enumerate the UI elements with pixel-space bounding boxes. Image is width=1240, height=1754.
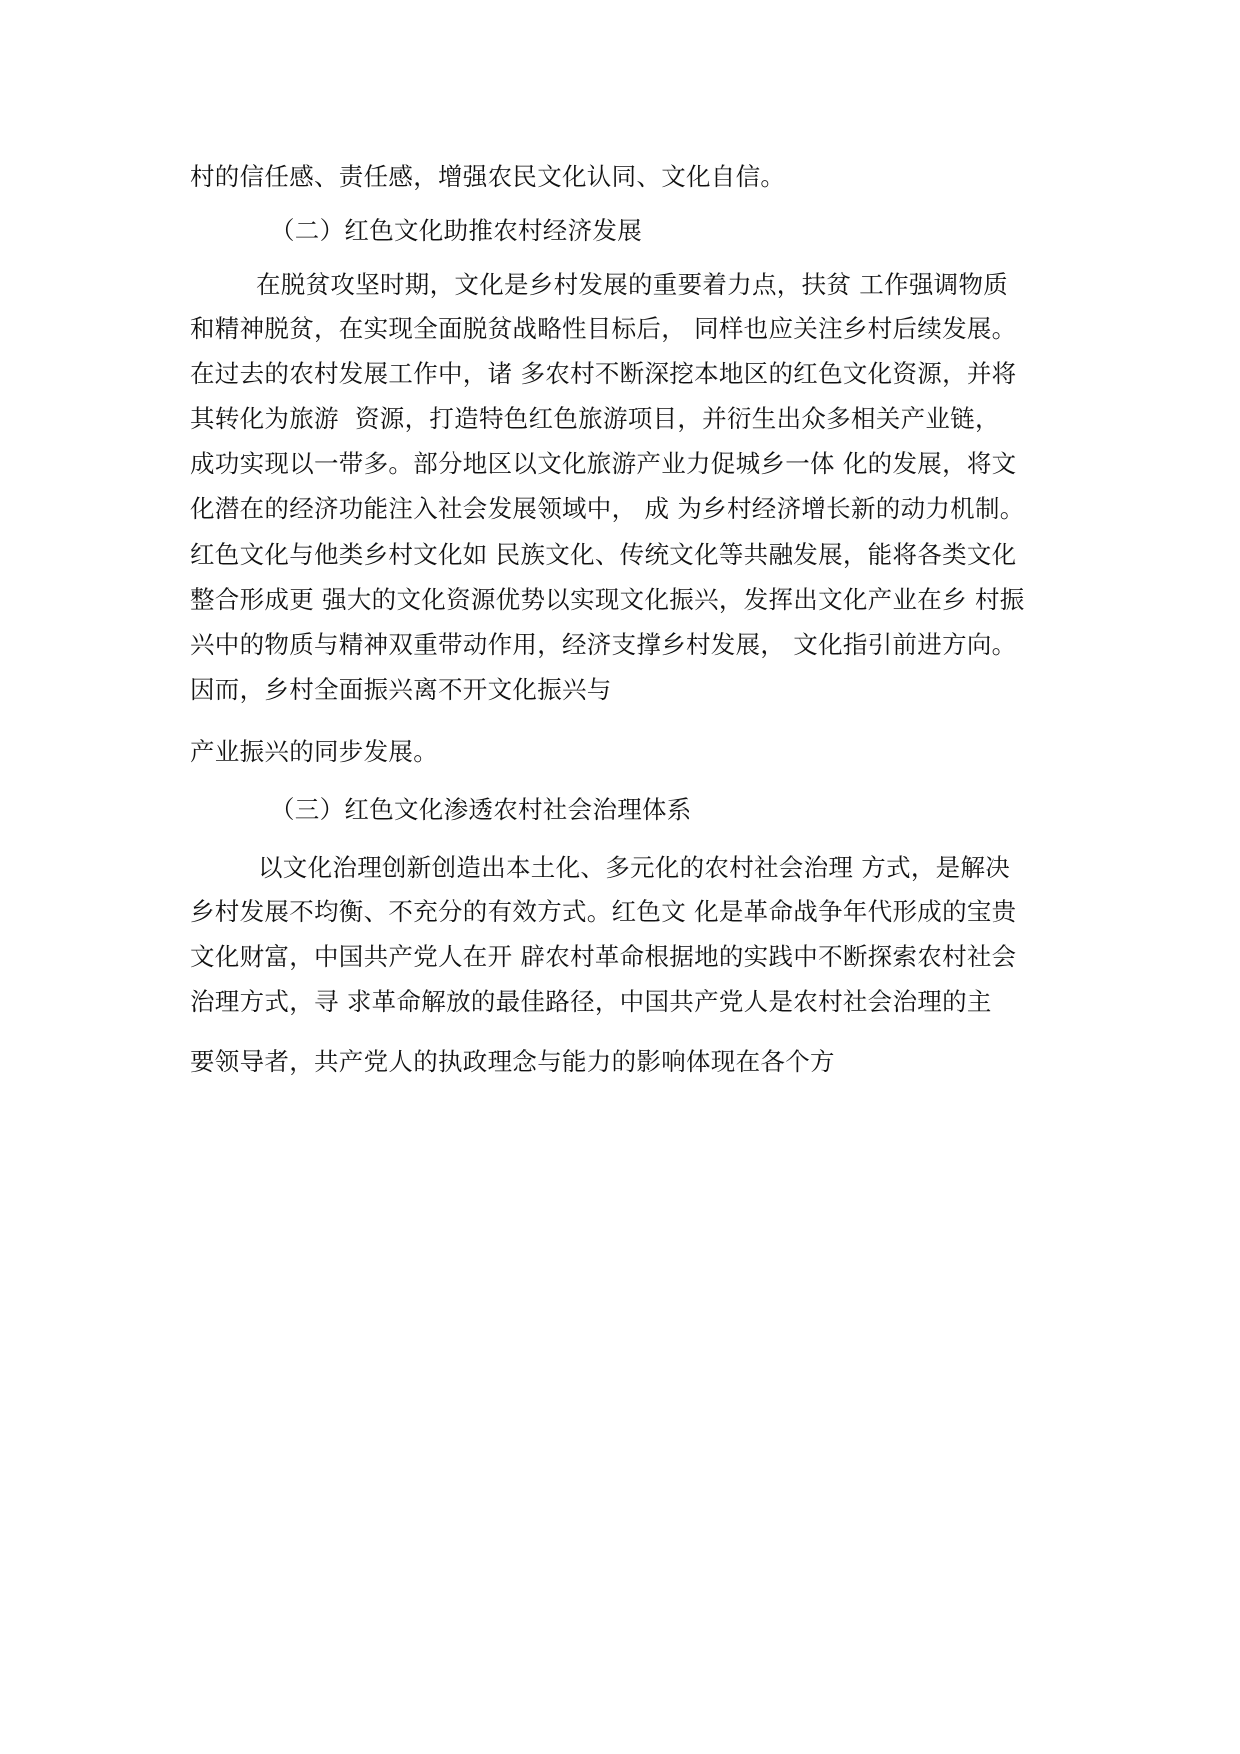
- body-text-line: 成功实现以一带多。部分地区以文化旅游产业力促城乡一体 化的发展，将文: [190, 449, 1017, 478]
- section-heading-2: （二）红色文化助推农村经济发展: [270, 216, 642, 245]
- body-text-line: 产业振兴的同步发展。: [190, 737, 438, 766]
- paragraph-first-line: 以文化治理创新创造出本土化、多元化的农村社会治理 方式，是解决: [258, 853, 1011, 882]
- body-text-line: 因而，乡村全面振兴离不开文化振兴与: [190, 675, 612, 704]
- body-text-line: 兴中的物质与精神双重带动作用，经济支撑乡村发展， 文化指引前进方向。: [190, 630, 1017, 659]
- body-text-line: 治理方式，寻 求革命解放的最佳路径，中国共产党人是农村社会治理的主: [190, 987, 992, 1016]
- section-heading-3: （三）红色文化渗透农村社会治理体系: [270, 795, 692, 824]
- paragraph-first-line: 在脱贫攻坚时期，文化是乡村发展的重要着力点，扶贫 工作强调物质: [256, 270, 1009, 299]
- body-text-line: 整合形成更 强大的文化资源优势以实现文化振兴，发挥出文化产业在乡 村振: [190, 585, 1025, 614]
- body-text-line: 化潜在的经济功能注入社会发展领域中， 成 为乡村经济增长新的动力机制。: [190, 494, 1025, 523]
- body-text-line: 乡村发展不均衡、不充分的有效方式。红色文 化是革命战争年代形成的宝贵: [190, 897, 1017, 926]
- body-text-line: 其转化为旅游 资源，打造特色红色旅游项目，并衍生出众多相关产业链，: [190, 404, 1000, 433]
- body-text-line: 要领导者，共产党人的执政理念与能力的影响体现在各个方: [190, 1047, 835, 1076]
- body-text-line: 文化财富，中国共产党人在开 辟农村革命根据地的实践中不断探索农村社会: [190, 942, 1017, 971]
- body-text-line: 村的信任感、责任感，增强农民文化认同、文化自信。: [190, 162, 786, 191]
- body-text-line: 和精神脱贫，在实现全面脱贫战略性目标后， 同样也应关注乡村后续发展。: [190, 314, 1017, 343]
- body-text-line: 红色文化与他类乡村文化如 民族文化、传统文化等共融发展，能将各类文化: [190, 540, 1017, 569]
- body-text-line: 在过去的农村发展工作中，诸 多农村不断深挖本地区的红色文化资源，并将: [190, 359, 1017, 388]
